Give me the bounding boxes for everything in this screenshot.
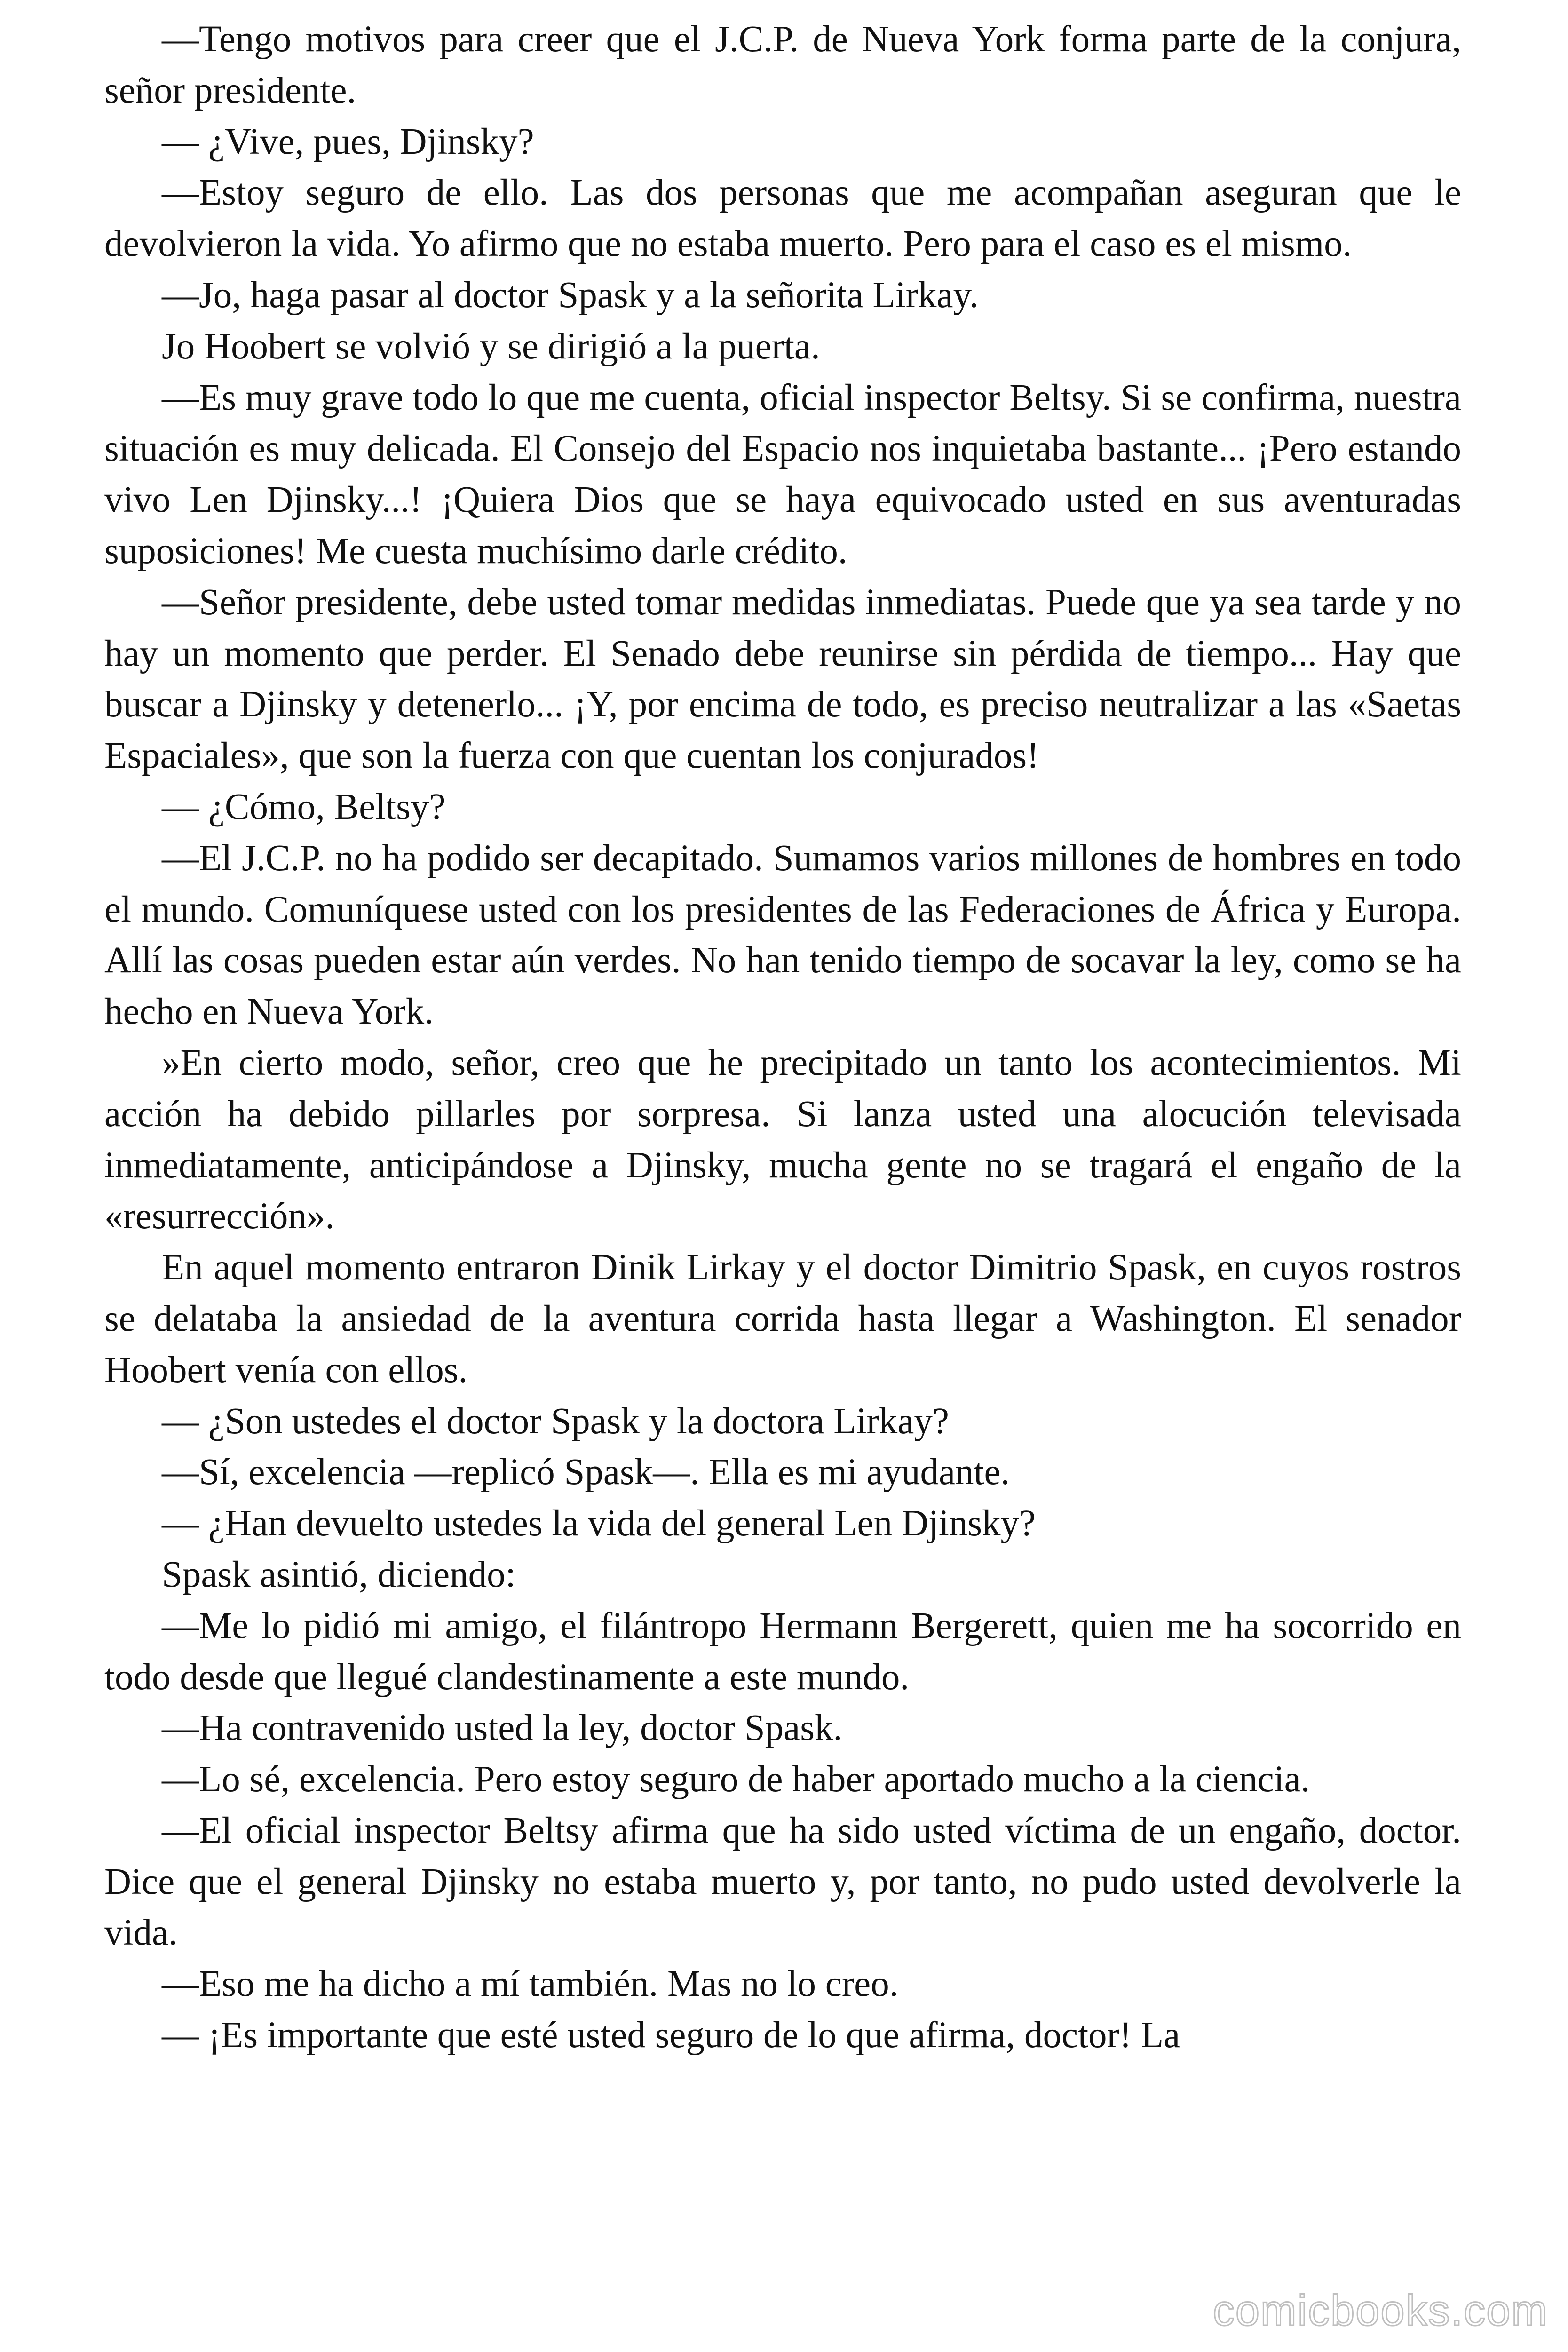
paragraph: Spask asintió, diciendo: bbox=[162, 1554, 516, 1595]
page-text-body bbox=[104, 14, 1461, 2061]
paragraph: —Jo, haga pasar al doctor Spask y a la señorita Lirkay. bbox=[162, 274, 979, 316]
paragraph: —Estoy seguro de ello. Las dos personas que me acompañan aseguran que le devolvieron la vida. Yo afirmo que no estaba muerto. Pero para el caso es el mismo. bbox=[104, 172, 1461, 265]
paragraph: — ¿Cómo, Beltsy? bbox=[162, 786, 446, 827]
paragraph: —Sí, excelencia —replicó Spask—. Ella es mi ayudante. bbox=[162, 1452, 1010, 1493]
paragraph: — ¡Es importante que esté usted seguro de lo que afirma, doctor! La bbox=[162, 2015, 1180, 2056]
paragraph: —Lo sé, excelencia. Pero estoy seguro de haber aportado mucho a la ciencia. bbox=[162, 1759, 1310, 1800]
paragraph: — ¿Vive, pues, Djinsky? bbox=[162, 121, 534, 162]
paragraph: En aquel momento entraron Dinik Lirkay y el doctor Dimitrio Spask, en cuyos rostros se delataba la ansiedad de la aventura corrida hasta llegar a Washington. El senador Hoobert venía con ellos. bbox=[104, 1247, 1461, 1391]
paragraph: —Tengo motivos para creer que el J.C.P. de Nueva York forma parte de la conjura, señor presidente. bbox=[104, 19, 1461, 111]
paragraph: —Es muy grave todo lo que me cuenta, oficial inspector Beltsy. Si se confirma, nuestra situación es muy delicada. El Consejo del Espacio nos inquietaba bastante... ¡Pero estando vivo Len Djinsky...! ¡Quiera Dios que se haya equivocado usted en sus aventuradas suposiciones! Me cuesta muchísimo darle crédito. bbox=[104, 377, 1461, 572]
paragraph: — ¿Son ustedes el doctor Spask y la doctora Lirkay? bbox=[162, 1400, 949, 1442]
paragraph: —El oficial inspector Beltsy afirma que ha sido usted víctima de un engaño, doctor. Dice que el general Djinsky no estaba muerto y, por tanto, no pudo usted devolverle la vida. bbox=[104, 1810, 1461, 1954]
paragraph: — ¿Han devuelto ustedes la vida del general Len Djinsky? bbox=[162, 1503, 1036, 1544]
watermark: comicbooks.com bbox=[1212, 2287, 1548, 2335]
paragraph: Jo Hoobert se volvió y se dirigió a la puerta. bbox=[162, 326, 820, 367]
paragraph: »En cierto modo, señor, creo que he precipitado un tanto los acontecimientos. Mi acción ha debido pillarles por sorpresa. Si lanza usted una alocución televisada inmediatamente, anticipándose a Djinsky, mucha gente no se tragará el engaño de la «resurrección». bbox=[104, 1042, 1461, 1237]
paragraph: —Eso me ha dicho a mí también. Mas no lo creo. bbox=[162, 1963, 899, 2005]
paragraph: —Ha contravenido usted la ley, doctor Spask. bbox=[162, 1708, 843, 1749]
paragraph: —Me lo pidió mi amigo, el filántropo Hermann Bergerett, quien me ha socorrido en todo desde que llegué clandestinamente a este mundo. bbox=[104, 1605, 1461, 1698]
paragraph: —El J.C.P. no ha podido ser decapitado. Sumamos varios millones de hombres en todo el mundo. Comuníquese usted con los presidentes de las Federaciones de África y Europa. Allí las cosas pueden estar aún verdes. No han tenido tiempo de socavar la ley, como se ha hecho en Nueva York. bbox=[104, 837, 1461, 1033]
paragraph: —Señor presidente, debe usted tomar medidas inmediatas. Puede que ya sea tarde y no hay un momento que perder. El Senado debe reunirse sin pérdida de tiempo... Hay que buscar a Djinsky y detenerlo... ¡Y, por encima de todo, es preciso neutralizar a las «Saetas Espaciales», que son la fuerza con que cuentan los conjurados! bbox=[104, 581, 1461, 777]
